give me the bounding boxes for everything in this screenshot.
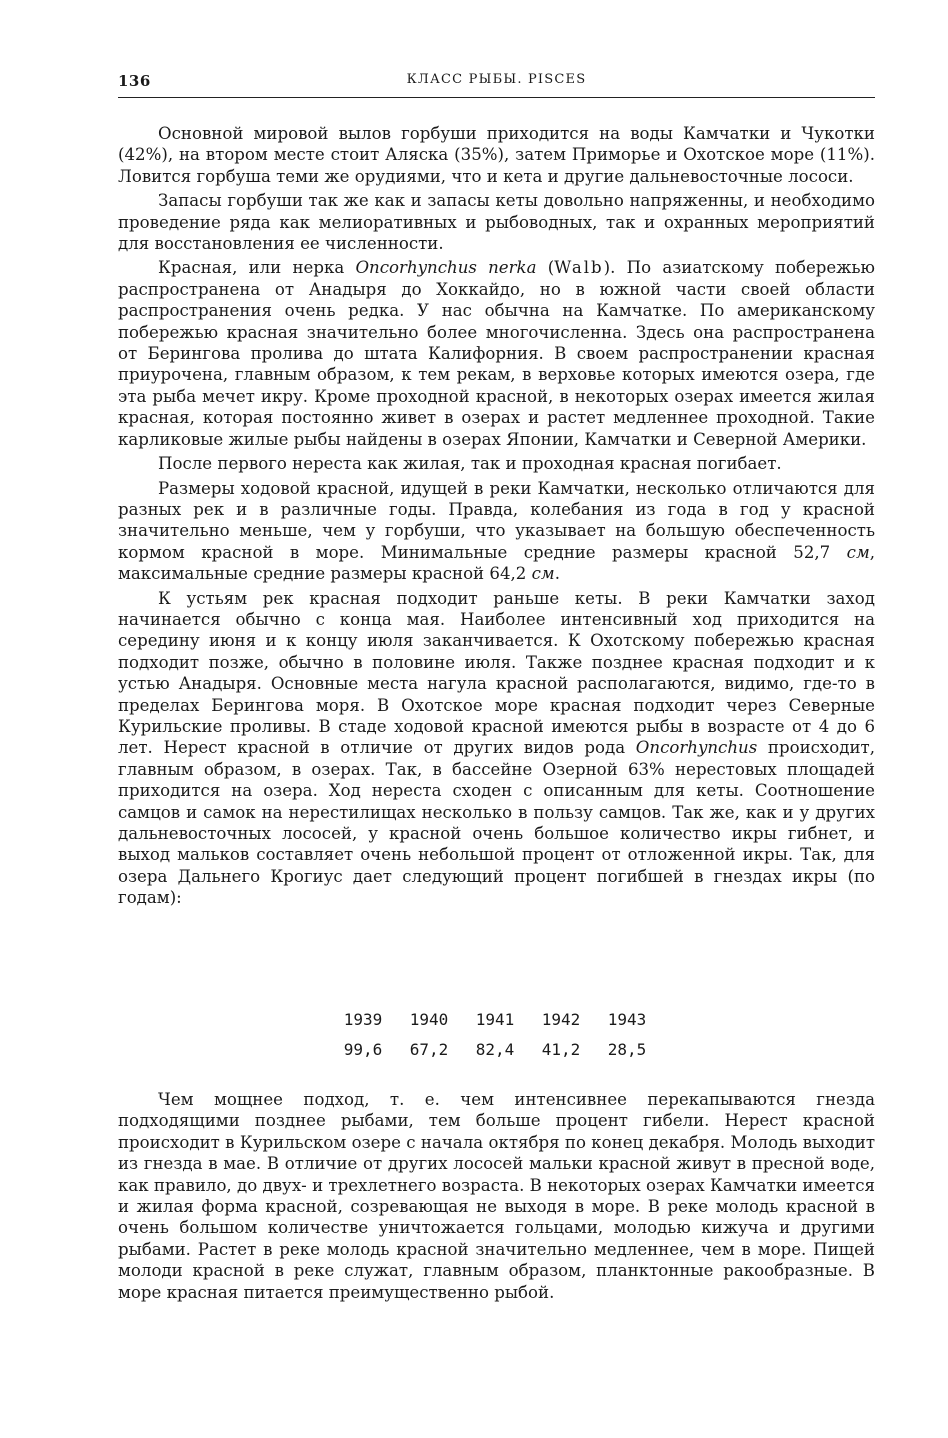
text-run: ( <box>536 258 555 278</box>
genus-name: Oncorhynchus <box>635 738 758 758</box>
text-run: ). По азиатскому побережью распространена от Анадыря до Хоккайдо, но в южной части своей области распространения очень редка. У нас обычна на Камчатке. По американскому побережью красная значительно более многочисленна. Здесь она распространена от Берингова пролива до штата Калифорния. В своем распространении красная приурочена, главным образом, к тем рекам, в верховье которых имеются озера, где эта рыба мечет икру. Кроме проходной красной, в некоторых озерах имеется жилая красная, которая постоянно живет в озерах и растет медленнее проходной. Такие карликовые жилые рыбы найдены в озерах Японии, Камчатки и Северной Америки. <box>118 258 875 449</box>
table-cell-year: 1943 <box>607 1009 647 1029</box>
table-cell-year: 1939 <box>343 1009 383 1029</box>
text-run: Размеры ходовой красной, идущей в реки Камчатки, несколько отличаются для разных рек и в различные годы. Правда, колебания из года в год у красной значительно меньше, чем у горбуши, что указывает на большую обеспеченность кормом красной в море. Минимальные средние размеры красной 52,7 <box>118 478 875 562</box>
table-row-values <box>330 1036 660 1062</box>
text-run: происходит, главным образом, в озерах. Так, в бассейне Озерной 63% нерестовых площадей приходится на озера. Ход нереста сходен с описанным для кеты. Соотношение самцов и самок на нерестилищах несколько в пользу самцов. Так же, как и у других дальневосточных лососей, у красной очень большое количество икры гибнет, и выход мальков составляет очень небольшой процент от отложенной икры. Так, для озера Дальнего Крогиус дает следующий процент погибшей в гнездах икры (по годам): <box>118 738 875 908</box>
text-run: Красная, или нерка <box>158 258 356 278</box>
header-rule <box>118 97 875 98</box>
text-run: К устьям рек красная подходит раньше кеты. В реки Камчатки заход начинается обычно с конца мая. Наиболее интенсивный ход приходится на середину июня и к концу июля заканчивается. К Охотскому побережью красная подходит позже, обычно в половине июля. Также позднее красная подходит и к устью Анадыря. Основные места нагула красной располагаются, видимо, где-то в пределах Берингова моря. В Охотское море красная подходит через Северные Курильские проливы. В стаде ходовой красной имеются рыбы в возрасте от 4 до 6 лет. Нерест красной в отличие от других видов рода <box>118 588 875 758</box>
table-cell-year: 1941 <box>475 1009 515 1029</box>
text-run: , максимальные средние размеры красной 64,2 <box>118 542 875 584</box>
egg-mortality-table <box>330 1006 660 1062</box>
running-title: КЛАСС РЫБЫ. PISCES <box>406 72 587 87</box>
text-block-bottom <box>118 1089 875 1303</box>
species-name: Oncorhynchus nerka <box>355 258 537 278</box>
species-author: Walb <box>554 258 604 278</box>
table-row-years <box>330 1006 660 1032</box>
page-header <box>118 72 875 96</box>
paragraph-sizes <box>118 478 875 585</box>
table-cell-value: 41,2 <box>541 1039 581 1059</box>
table-cell-year: 1940 <box>409 1009 449 1029</box>
unit-cm: см <box>846 542 870 562</box>
paragraph-catch: Основной мировой вылов горбуши приходится на воды Камчатки и Чукотки (42%), на втором месте стоит Аляска (35%), затем Приморье и Охотское море (11%). Ловится горбуша теми же орудиями, что и кета и другие дальневосточные лососи. <box>118 124 875 186</box>
paragraph-sockeye-range <box>118 257 875 450</box>
text-run: . <box>554 564 560 584</box>
paragraph-mortality: Чем мощнее подход, т. е. чем интенсивнее перекапываются гнезда подходящими позднее рыбами, тем больше процент гибели. Нерест красной происходит в Курильском озере с начала октября по конец декабря. Молодь выходит из гнезда в мае. В отличие от других лососей мальки красной живут в пресной воде, как правило, до двух- и трехлетнего возраста. В некоторых озерах Камчатки имеется и жилая форма красной, созревающая не выходя в море. В реке молодь красной в очень большом количестве уничтожается гольцами, молодью кижуча и другими рыбами. Растет в реке молодь красной значительно медленнее, чем в море. Пищей молоди красной в реке служат, главным образом, планктонные ракообразные. В море красная питается преимущественно рыбой. <box>118 1090 875 1302</box>
table-cell-value: 99,6 <box>343 1039 383 1059</box>
paragraph-stocks: Запасы горбуши так же как и запасы кеты довольно напряженны, и необходимо проведение ряда как мелиоративных и рыбоводных, так и охранных мероприятий для восстановления ее численности. <box>118 191 875 254</box>
table-cell-year: 1942 <box>541 1009 581 1029</box>
unit-cm: см <box>531 564 555 584</box>
table-cell-value: 82,4 <box>475 1039 515 1059</box>
paragraph-migration <box>118 588 875 909</box>
text-block-top <box>118 123 875 909</box>
table-cell-value: 67,2 <box>409 1039 449 1059</box>
paragraph-after-spawning: После первого нереста как жилая, так и проходная красная погибает. <box>158 454 782 474</box>
page-number: 136 <box>118 72 151 90</box>
table-cell-value: 28,5 <box>607 1039 647 1059</box>
